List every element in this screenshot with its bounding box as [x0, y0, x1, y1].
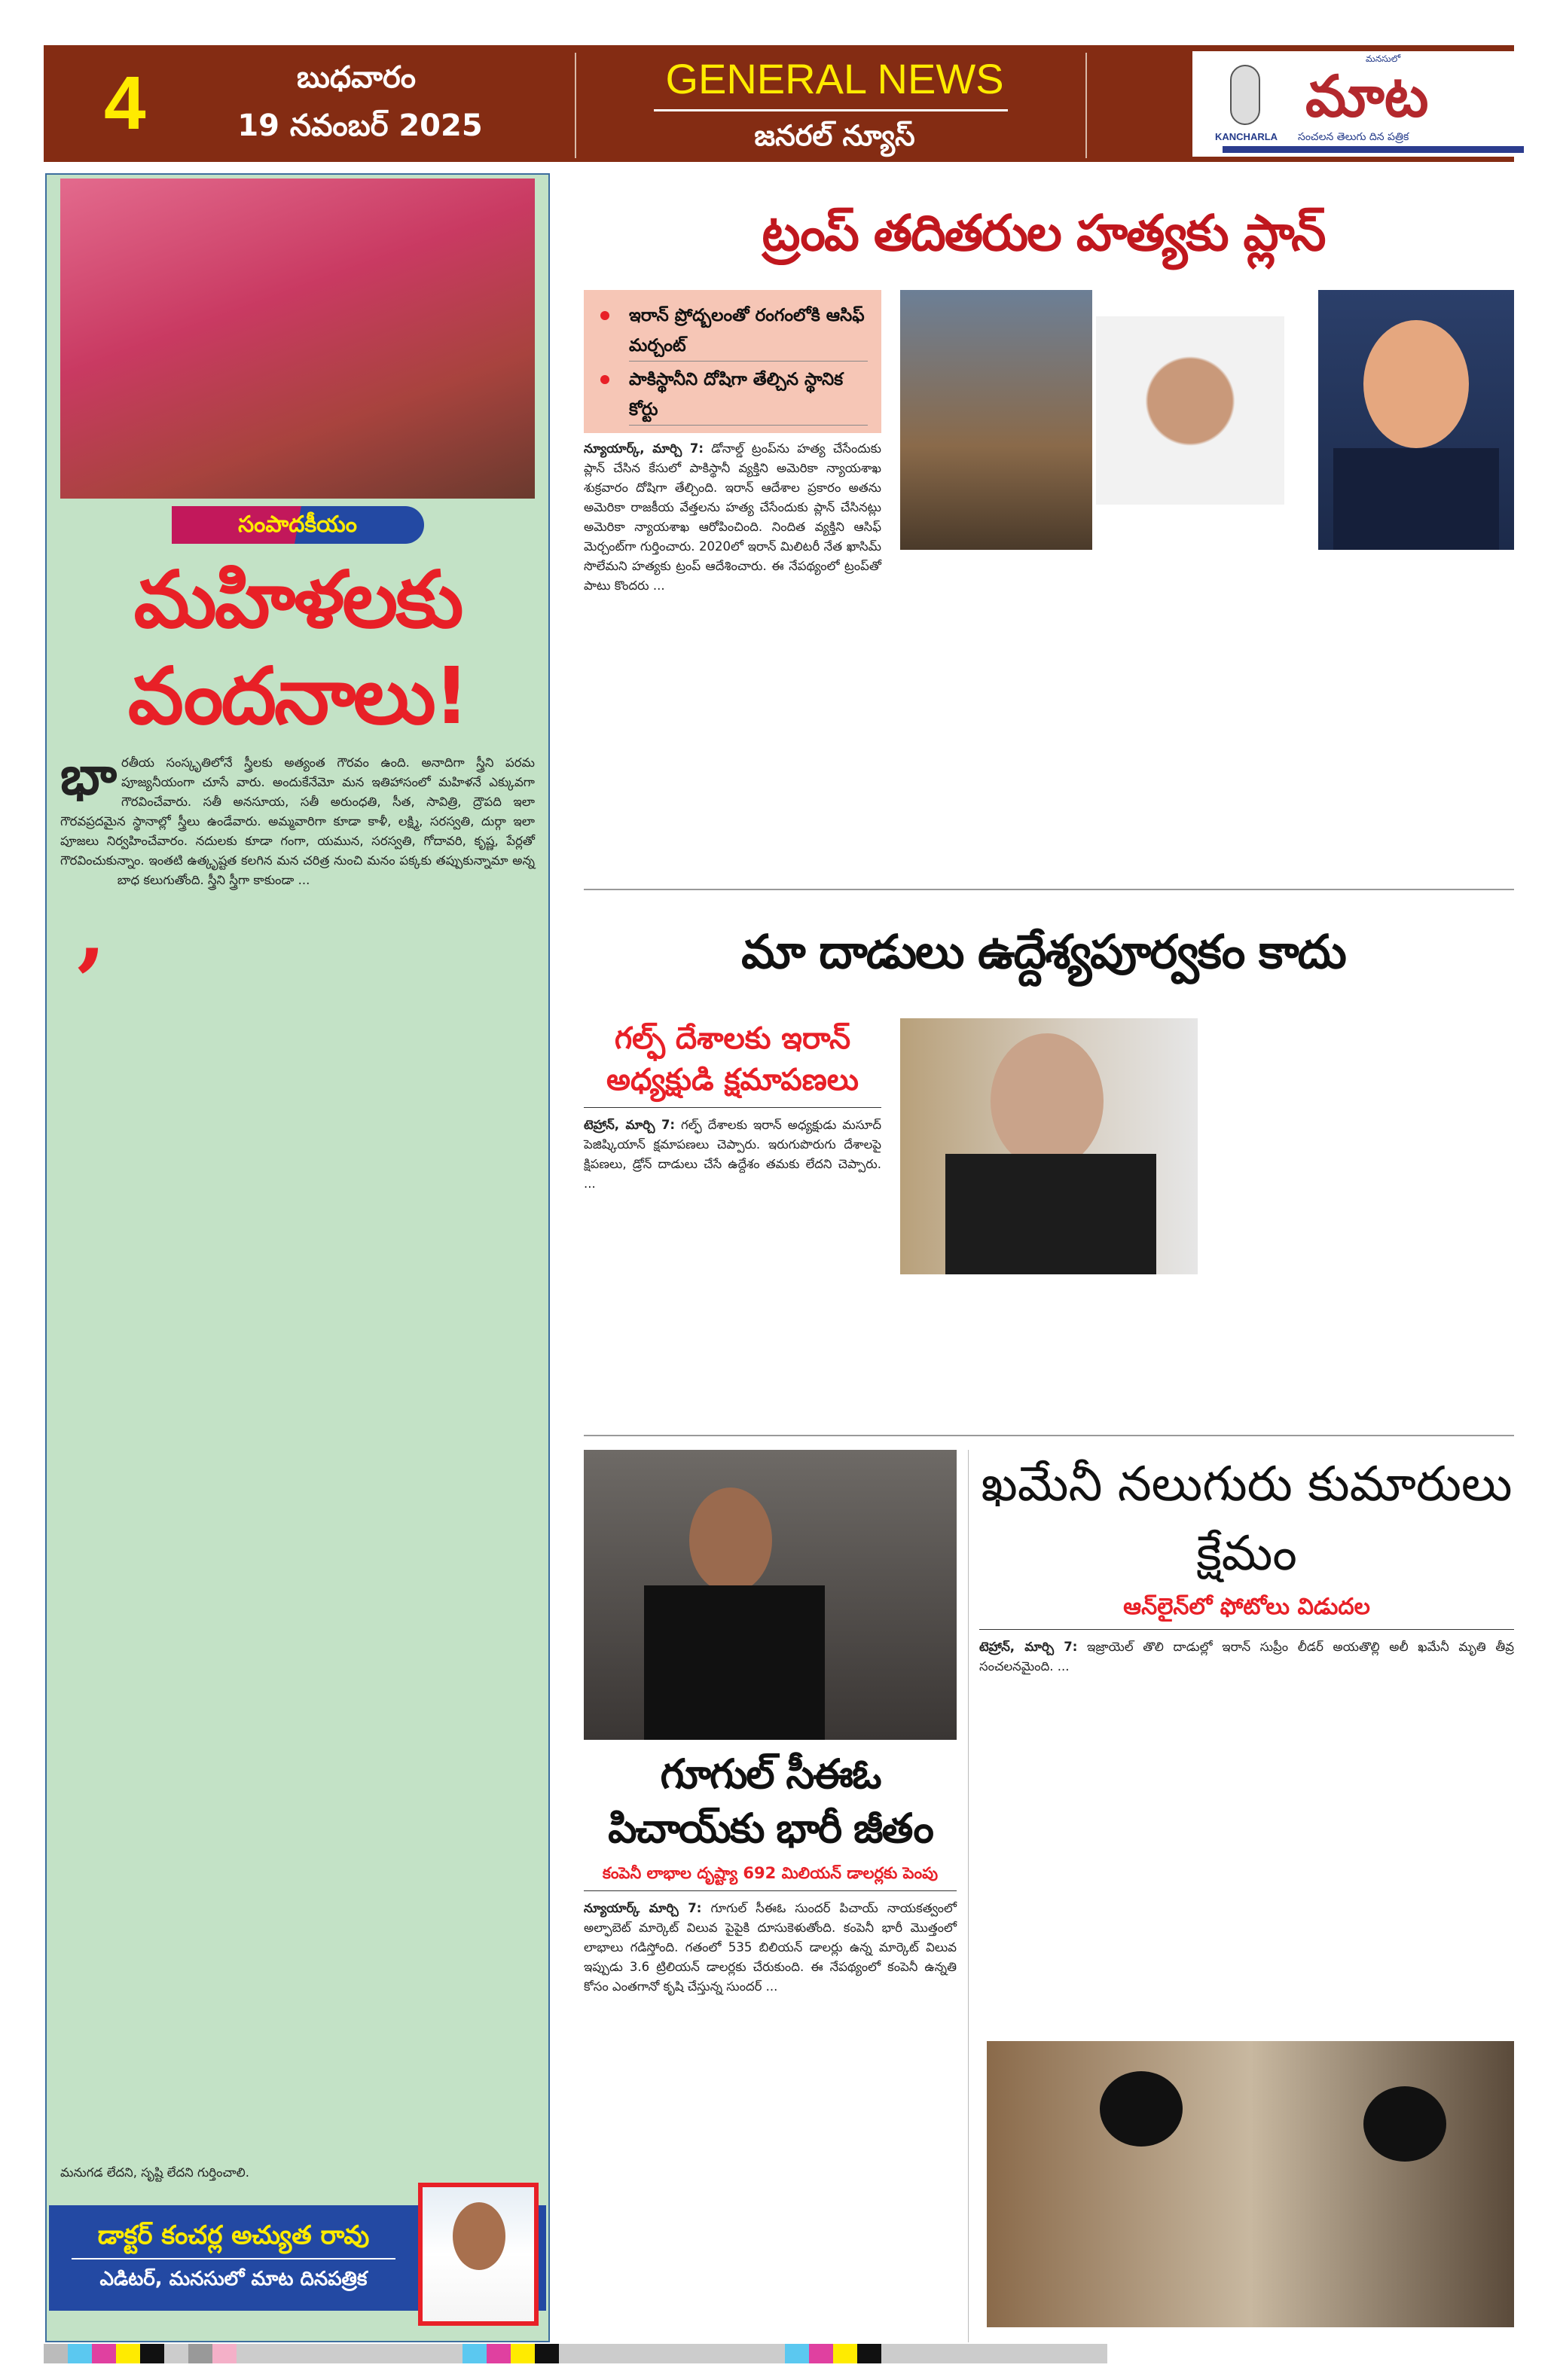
pezeshkian-photo [900, 1018, 1198, 1274]
khamenei-headline: ఖమేనీ నలుగురు కుమారులు క్షేమం [981, 1457, 1513, 1582]
issue-date: 19 నవంబర్ 2025 [237, 108, 483, 143]
highlight-item: ఇరాన్ ప్రోద్బలంతో రంగంలోకి ఆసిఫ్ మర్చంట్ [629, 301, 868, 362]
print-registration-bar [44, 2344, 1514, 2366]
author-box [49, 2205, 546, 2311]
courtroom-sketch-photo [900, 290, 1092, 550]
author-role: ఎడిటర్, మనసులో మాట దినపత్రిక [99, 2268, 368, 2290]
divider [1085, 53, 1087, 158]
newspaper-logo [1192, 51, 1539, 157]
logo-brand: KANCHARLA [1215, 131, 1278, 142]
divider [584, 1890, 957, 1891]
logo-bar [1223, 146, 1524, 153]
editorial-text: రతీయ సంస్కృతిలోనే స్త్రీలకు అత్యంత గౌరవం ఉంది. అనాదిగా స్త్రీని పరమ పూజ్యనీయంగా చూసే వారు. అందుకేనేమో మన ఇతిహాసంలో మహిళనే ఎక్కువగా గౌరవించేవారు. సతీ అనసూయ, సతీ అరుంధతి, సీత, సావిత్రి, ద్రౌపది ఇలా గౌరవప్రదమైన స్థానాల్లో స్త్రీలు ఉండేవారు. అమ్మవారిగా కూడా కాళీ, లక్ష్మి, సరస్వతి, దుర్గా ఇలా పూజలు నిర్వహించేవారం. నదులకు కూడా గంగా, యమున, సరస్వతి, గోదావరి, కృష్ణ, పేర్లతో గౌరవించుకున్నాం. ఇంతటి ఉత్కృష్టత కలగిన మన చరిత్ర నుంచి మనం పక్కకు తప్పుకున్నామా అన్న బాధ కలుగుతోంది. స్త్రీని స్త్రీగా కాకుండా ... [60, 755, 535, 887]
article-text: డోనాల్డ్ ట్రంప్‌ను హత్య చేసేందుకు ప్లాన్ చేసిన కేసులో పాకిస్థానీ వ్యక్తిని అమెరికా న్యాయశాఖ శుక్రవారం దోషిగా తేల్చింది. ఇరాన్ ఆదేశాల ప్రకారం అతను అమెరికా రాజకీయ వేత్తలను హత్య చేసేందుకు ప్లాన్ చేసినట్లు అమెరికా న్యాయశాఖ ఆరోపించింది. నిందిత వ్యక్తిని ఆసిఫ్ మెర్చంట్‌గా గుర్తించారు. 2020లో ఇరాన్ మిలిటరీ నేత ఖాసిమ్ సొలేమని హత్యకు ట్రంప్ ఆదేశించారు. ఈ నేపథ్యంలో ట్రంప్‌తో పాటు కొందరు ... [584, 441, 882, 593]
google-subhead: కంపెనీ లాభాల దృష్ట్యా 692 మిలియన్ డాలర్లకు పెంపు [602, 1864, 939, 1882]
section-title-te: జనరల్ న్యూస్ [754, 119, 915, 152]
divider [584, 1435, 1514, 1436]
article-text: గూగుల్ సీఈఓ సుందర్ పిచాయ్ నాయకత్వంలో అల్ఫాబెట్ మార్కెట్ విలువ పైపైకి దూసుకెళుతోంది. కంపెనీ భారీ మొత్తంలో లాభాలు గడిస్తోంది. గతంలో 535 బిలియన్ డాలర్లు ఉన్న మార్కెట్ విలువ ఇప్పుడు 3.6 ట్రిలియన్ డాలర్లకు చేరుకుంది. ఈ నేపథ్యంలో కంపెనీ ఉన్నతి కోసం ఎంతగానో కృషి చేస్తున్న సుందర్ ... [584, 1901, 957, 1994]
editorial-headline: మహిళలకు వందనాలు! [127, 554, 468, 742]
divider [584, 1107, 881, 1108]
editorial-closing: మనుగడ లేదని, సృష్టి లేదని గుర్తించాలి. [60, 2165, 249, 2180]
google-body [584, 1899, 957, 1997]
editorial-column [45, 173, 550, 2342]
divider [575, 53, 576, 158]
iran-headline: మా దాడులు ఉద్దేశ్యపూర్వకం కాదు [741, 924, 1345, 979]
dateline: న్యూయార్క్, మార్చి 7: [584, 441, 704, 456]
trump-highlights [584, 290, 881, 433]
editorial-body [60, 744, 535, 2163]
divider [72, 2258, 395, 2259]
khamenei-body [979, 1637, 1514, 1677]
dateline: టెహ్రాన్, మార్చి 7: [584, 1118, 676, 1132]
section-title-en: GENERAL NEWS [665, 55, 1004, 102]
divider [979, 1629, 1514, 1630]
divider [968, 1450, 969, 2342]
logo-top: మనసులో [1366, 53, 1401, 64]
divider [654, 109, 1008, 111]
trump-photo [1318, 290, 1514, 550]
logo-name: మాట [1305, 63, 1429, 130]
khamenei-sons-photo [987, 2041, 1514, 2327]
trump-headline: ట్రంప్ తదితరుల హత్యకు ప్లాన్ [762, 204, 1325, 262]
women-crowd-photo [60, 178, 535, 499]
article-text: ఇజ్రాయెల్ తొలి దాడుల్లో ఇరాన్ సుప్రీం లీడర్ అయతొల్లి అలీ ఖమేనీ మృతి తీవ్ర సంచలనమైంది. ... [979, 1640, 1514, 1674]
logo-tagline: సంచలన తెలుగు దిన పత్రిక [1298, 131, 1409, 143]
google-headline: గూగుల్ సీఈఓ పిచాయ్‌కు భారీ జీతం [608, 1750, 933, 1852]
author-name: డాక్టర్ కంచర్ల అచ్యుత రావు [97, 2220, 370, 2250]
dateline: న్యూయార్క్ మార్చి 7: [584, 1901, 702, 1915]
masthead [44, 45, 1514, 162]
divider [584, 889, 1514, 890]
asif-merchant-photo [1096, 316, 1284, 505]
highlight-item: పాకిస్థానీని దోషిగా తేల్చిన స్థానిక కోర్టు [629, 365, 868, 426]
iran-subhead: గల్ఫ్ దేశాలకు ఇరాన్ అధ్యక్షుడి క్షమాపణలు [606, 1021, 859, 1097]
khamenei-subhead: ఆన్‌లైన్‌లో ఫోటోలు విడుదల [1123, 1594, 1370, 1620]
sundar-pichai-photo [584, 1450, 957, 1740]
trump-column [584, 290, 881, 877]
article-text: గల్ఫ్ దేశాలకు ఇరాన్ అధ్యక్షుడు మసూద్ పెజిష్కియాన్ క్షమాపణలు చెప్పారు. ఇరుగుపొరుగు దేశాలపై క్షిపణలు, డ్రోన్ దాడులు చేసే ఉద్దేశం తమకు లేదని చెప్పారు. ... [584, 1118, 881, 1191]
iran-column [584, 1018, 881, 1429]
quote-mark-icon: ‚ [75, 877, 107, 984]
dateline: టెహ్రాన్, మార్చి 7: [979, 1640, 1078, 1654]
google-column [584, 1747, 957, 2342]
khamenei-column [979, 1450, 1514, 2034]
editorial-tag: సంపాదకీయం [172, 506, 424, 544]
portrait-icon [1230, 65, 1260, 125]
iran-body [584, 1115, 881, 1194]
drop-cap: భా [60, 744, 118, 807]
weekday: బుధవారం [297, 60, 416, 95]
author-photo [418, 2183, 539, 2326]
trump-body [584, 439, 881, 596]
page-number: 4 [104, 61, 146, 145]
